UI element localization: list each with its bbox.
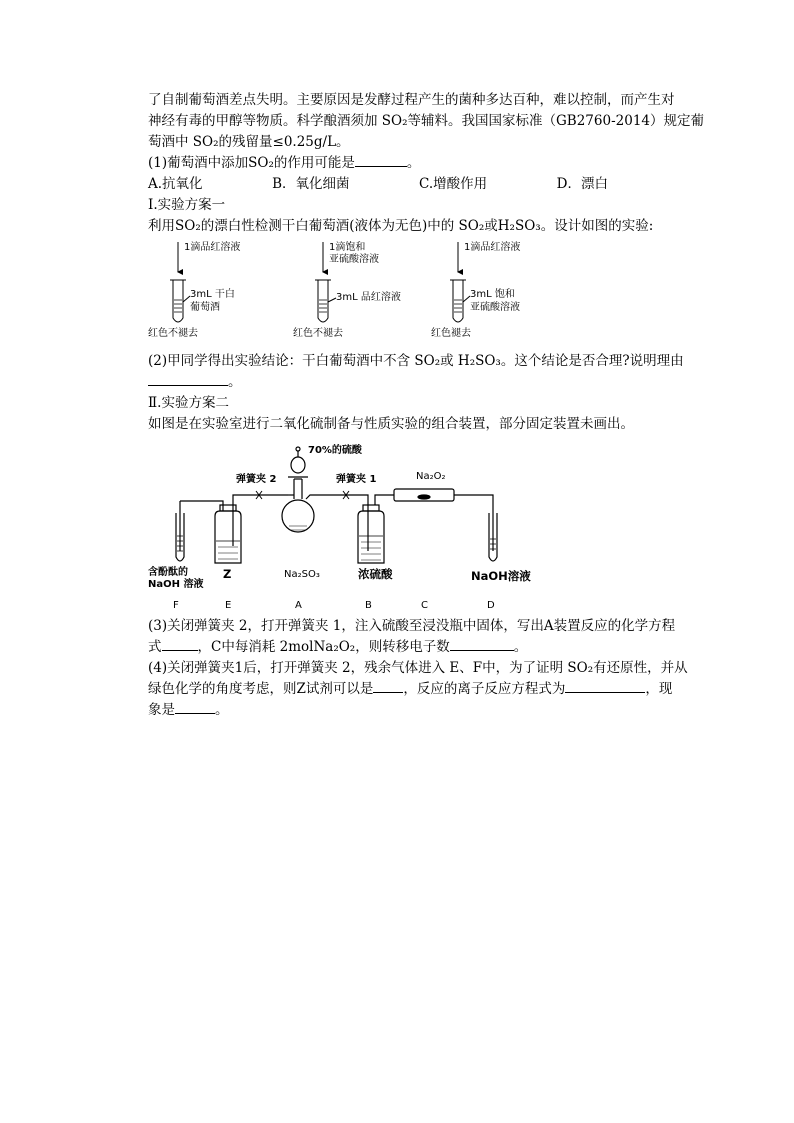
answer-blank[interactable] — [148, 372, 228, 386]
answer-blank[interactable] — [355, 153, 407, 167]
answer-blank[interactable] — [565, 679, 645, 693]
apparatus-e-reagent: Z — [223, 567, 232, 581]
section-1-description: 利用SO₂的漂白性检测干白葡萄酒(液体为无色)中的 SO₂或H₂SO₃。设计如图的实验: — [148, 218, 654, 234]
section-2-title: Ⅱ.实验方案二 — [148, 395, 229, 411]
apparatus-f-reagent: 含酚酞的 — [148, 567, 188, 578]
question-2-text: (2)甲同学得出实验结论：干白葡萄酒中不含 SO₂或 H₂SO₃。这个结论是否合理?说明理由 — [148, 353, 684, 369]
letter-d: D — [487, 600, 495, 611]
tube-1-content-label-2: 葡萄酒 — [190, 302, 220, 313]
intro-line-3: 萄酒中 SO₂的残留量≤0.25g/L。 — [148, 134, 350, 150]
tube-3-drop-label: 1滴品红溶液 — [464, 242, 521, 253]
answer-blank[interactable] — [175, 700, 215, 714]
question-4-text-3: ，现 — [645, 681, 673, 697]
letter-e: E — [225, 600, 232, 611]
question-2-end: 。 — [228, 374, 242, 390]
question-4-line-3 — [148, 700, 708, 721]
question-2-line-2 — [148, 372, 708, 393]
tube-3-result: 红色褪去 — [431, 328, 471, 339]
question-1-text: (1)葡萄酒中添加SO₂的作用可能是 — [148, 155, 355, 171]
question-1-options — [148, 174, 608, 195]
question-3-line-2 — [148, 637, 708, 658]
question-3-text-2: ，C中每消耗 2molNa₂O₂，则转移电子数 — [197, 639, 450, 655]
intro-line-1: 了自制葡萄酒差点失明。主要原因是发酵过程产生的菌种多达百种，难以控制，而产生对 — [148, 92, 675, 108]
tube-2-result: 红色不褪去 — [293, 328, 343, 339]
apparatus-d-reagent: NaOH溶液 — [471, 569, 531, 583]
question-3-text: 式 — [148, 639, 162, 655]
tube-2-drop-label: 1滴饱和 — [329, 242, 366, 253]
clamp-1-label: 弹簧夹 1 — [336, 474, 377, 485]
question-3: (3)关闭弹簧夹 2，打开弹簧夹 1，注入硫酸至浸没瓶中固体，写出A装置反应的化学方程 — [148, 618, 676, 634]
option-a: A.抗氧化 — [148, 176, 203, 192]
question-1-end: 。 — [406, 155, 421, 171]
letter-b: B — [365, 600, 372, 611]
intro-line-2: 神经有毒的甲醇等物质。科学酿酒须加 SO₂等辅料。我国国家标准（GB2760-2014）规定葡 — [148, 113, 704, 129]
section-2-description: 如图是在实验室进行二氧化硫制备与性质实验的组合装置，部分固定装置未画出。 — [148, 416, 634, 432]
question-4: (4)关闭弹簧夹1后，打开弹簧夹 2，残余气体进入 E、F中，为了证明 SO₂有还原性，并从 — [148, 660, 688, 676]
tube-3-content-label-2: 亚硫酸溶液 — [470, 302, 520, 313]
tube-2-content-label: 3mL 品红溶液 — [336, 292, 401, 303]
figure-2-apparatus — [148, 441, 708, 596]
apparatus-f-reagent-2: NaOH 溶液 — [148, 579, 204, 590]
figure-1-test-tubes — [148, 240, 708, 345]
answer-blank[interactable] — [450, 637, 514, 651]
question-1 — [148, 153, 708, 174]
question-3-end: 。 — [513, 639, 528, 655]
clamp-2-label: 弹簧夹 2 — [236, 474, 277, 485]
tube-1-content-label: 3mL 干白 — [190, 289, 235, 300]
option-d: D．漂白 — [556, 176, 608, 192]
tube-2-drop-label-2: 亚硫酸溶液 — [329, 254, 379, 265]
question-4-text: 绿色化学的角度考虑，则Z试剂可以是 — [148, 681, 374, 697]
letter-f: F — [173, 600, 179, 611]
question-4-text-4: 象是 — [148, 702, 175, 718]
apparatus-a-reagent: Na₂SO₃ — [284, 569, 320, 580]
section-1-title: I.实验方案一 — [148, 197, 226, 213]
question-4-text-2: ，反应的离子反应方程式为 — [403, 681, 566, 697]
answer-blank[interactable] — [373, 679, 403, 693]
apparatus-b-reagent: 浓硫酸 — [358, 567, 393, 581]
option-c: C.增酸作用 — [419, 176, 488, 192]
tube-1-drop-label: 1滴品红溶液 — [184, 242, 241, 253]
option-b: B．氧化细菌 — [272, 176, 350, 192]
question-4-end: 。 — [215, 702, 229, 718]
question-4-line-2 — [148, 679, 708, 700]
tube-3-content-label: 3mL 饱和 — [470, 289, 515, 300]
acid-label: 70%的硫酸 — [308, 445, 362, 456]
letter-c: C — [421, 600, 428, 611]
question-2 — [148, 351, 708, 372]
apparatus-letter-row — [148, 600, 708, 616]
document-page — [148, 90, 708, 721]
tube-1-result: 红色不褪去 — [148, 328, 198, 339]
letter-a: A — [295, 600, 302, 611]
na2o2-label: Na₂O₂ — [416, 471, 446, 482]
answer-blank[interactable] — [162, 637, 198, 651]
